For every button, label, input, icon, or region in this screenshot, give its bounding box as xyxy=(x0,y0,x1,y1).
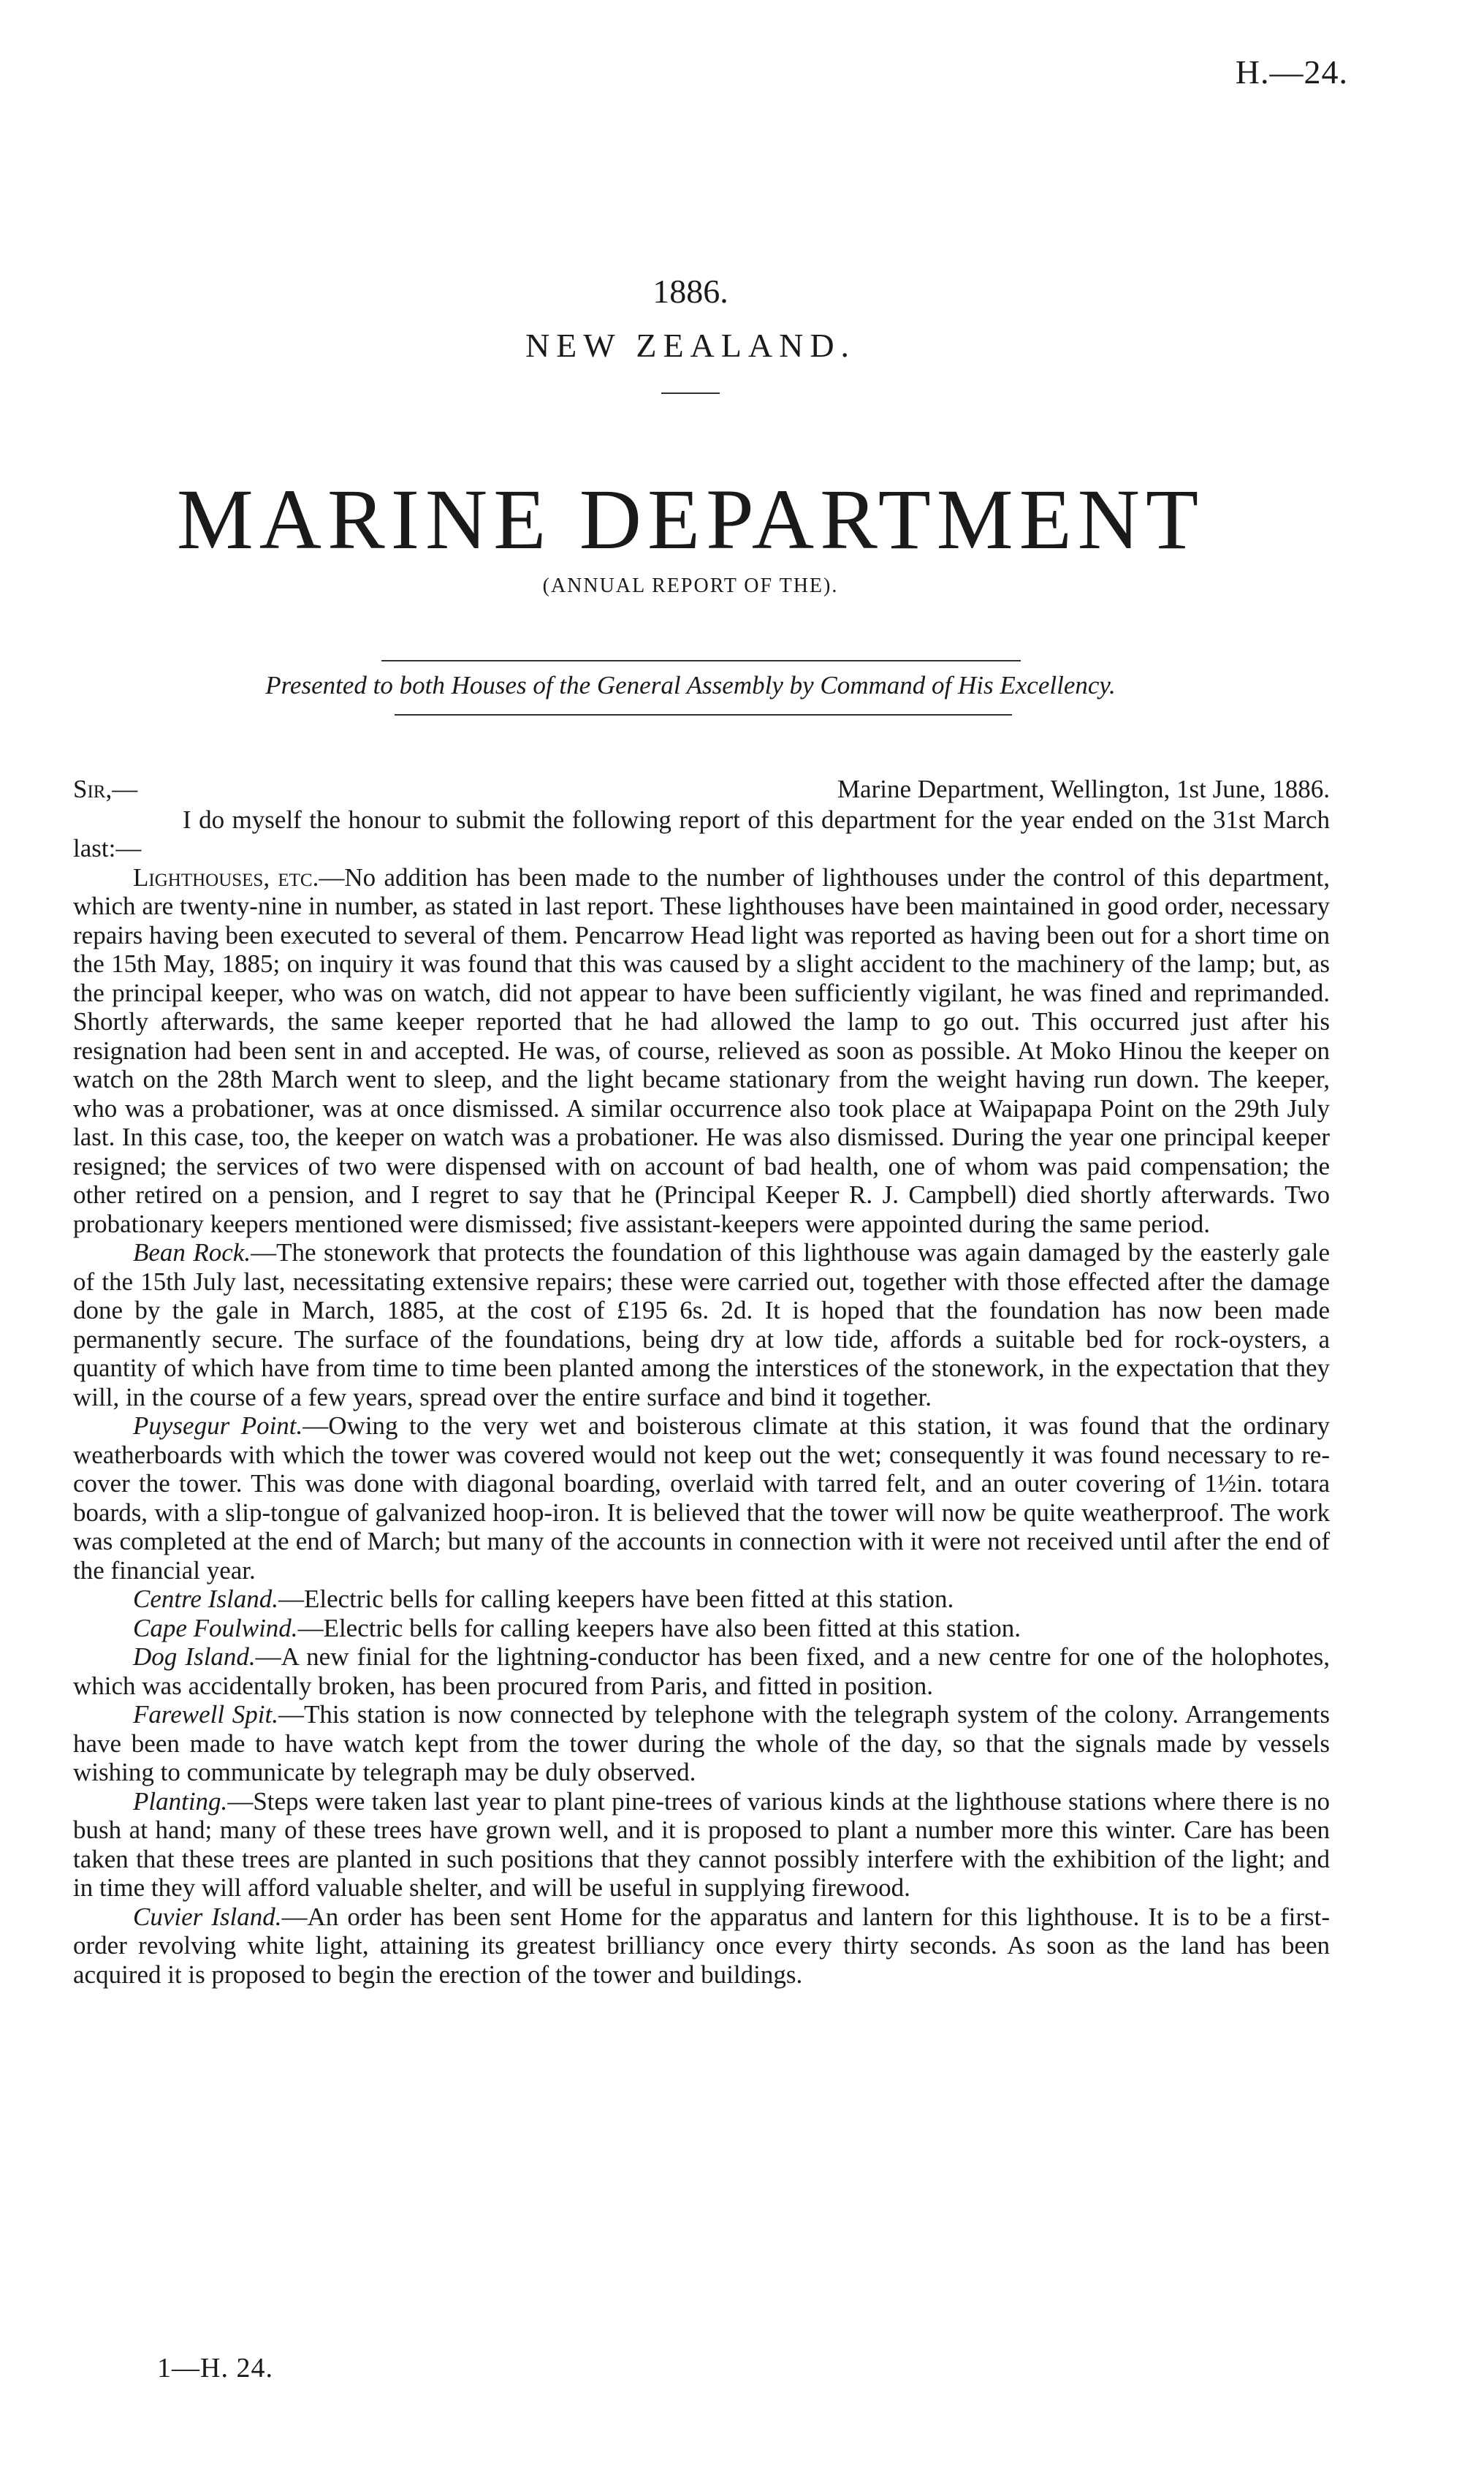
section-text: —Steps were taken last year to plant pine-trees of various kinds at the lighthouse stations where there is no bush at hand; many of these trees have grown well, and it is proposed to plant a number more this winter. Care has been taken that these trees are planted in such positions that they cannot possibly interfere with the exhibition of the light; and in time they will afford valuable shelter, and will be useful in supplying firewood. xyxy=(73,1786,1330,1902)
report-subtitle: (ANNUAL REPORT OF THE). xyxy=(542,574,839,597)
section-heading: Bean Rock. xyxy=(133,1238,251,1267)
salutation-line xyxy=(73,775,1330,804)
divider-top xyxy=(381,660,1021,661)
section-heading: Planting. xyxy=(133,1786,228,1816)
section-heading: Centre Island. xyxy=(133,1585,278,1613)
section-cape-foulwind xyxy=(73,1614,1330,1643)
divider-bottom xyxy=(395,714,1012,716)
section-heading: Farewell Spit. xyxy=(133,1700,278,1729)
document-reference: H.—24. xyxy=(1235,53,1348,91)
report-title: MARINE DEPARTMENT xyxy=(176,471,1205,567)
section-text: —Electric bells for calling keepers have been fitted at this station. xyxy=(278,1585,954,1613)
divider-short xyxy=(661,392,720,394)
country-heading: NEW ZEALAND. xyxy=(525,327,856,364)
report-body xyxy=(73,775,1330,1989)
section-text: —An order has been sent Home for the apparatus and lantern for this lighthouse. It is to be a first-order revolving white light, attaining its greatest brilliancy once every thirty seconds. As soon as the land has been acquired it is proposed to begin the erection of the tower and buildings. xyxy=(73,1902,1330,1989)
section-text: —The stonework that protects the foundation of this lighthouse was again damaged by the easterly gale of the 15th July last, necessitating extensive repairs; these were carried out, together with those effected after the damage done by the gale in March, 1885, at the cost of £195 6s. 2d. It is hoped that the foundation has now been made permanently secure. The surface of the foundations, being dry at low tide, affords a suitable bed for rock-oysters, a quantity of which have from time to time been planted among the interstices of the stonework, in the expectation that they will, in the course of a few years, spread over the entire surface and bind it together. xyxy=(73,1238,1330,1411)
section-heading: Dog Island. xyxy=(133,1642,256,1671)
section-puysegur-point xyxy=(73,1411,1330,1585)
section-text: —No addition has been made to the number of lighthouses under the control of this department, which are twenty-nine in number, as stated in last report. These lighthouses have been maintained in good order, necessary repairs having been executed to several of them. Pencarrow Head light was reported as having been out for a short time on the 15th May, 1885; on inquiry it was found that this was caused by a slight accident to the machinery of the lamp; but, as the principal keeper, who was on watch, did not appear to have been sufficiently vigilant, he was fined and reprimanded. Shortly afterwards, the same keeper reported that he had allowed the lamp to go out. This occurred just after his resignation had been sent in and accepted. He was, of course, relieved as soon as possible. At Moko Hinou the keeper on watch on the 28th March went to sleep, and the light became stationary from the weight having run down. The keeper, who was a probationer, was at once dismissed. A similar occurrence also took place at Waipapapa Point on the 29th July last. In this case, too, the keeper on watch was a probationer. He was also dismissed. During the year one principal keeper resigned; the services of two were dispensed with on account of bad health, one of whom was paid compensation; the other retired on a pension, and I regret to say that he (Principal Keeper R. J. Campbell) died shortly afterwards. Two probationary keepers mentioned were dismissed; five assistant-keepers were appointed during the same period. xyxy=(73,862,1330,1238)
section-heading: Cape Foulwind. xyxy=(133,1613,298,1642)
section-farewell-spit xyxy=(73,1700,1330,1787)
section-dog-island xyxy=(73,1642,1330,1700)
presentation-note: Presented to both Houses of the General Assembly by Command of His Excellency. xyxy=(265,671,1116,699)
section-text: —Owing to the very wet and boisterous climate at this station, it was found that the ordinary weatherboards with which the tower was covered would not keep out the wet; consequently it was found necessary to re-cover the tower. This was done with diagonal boarding, overlaid with tarred felt, and an outer covering of 1½in. totara boards, with a slip-tongue of galvanized hoop-iron. It is believed that the tower will now be quite weatherproof. The work was completed at the end of March; but many of the accounts in connection with it were not received until after the end of the financial year. xyxy=(73,1411,1330,1585)
section-bean-rock xyxy=(73,1238,1330,1411)
dateline: Marine Department, Wellington, 1st June, 1886. xyxy=(837,775,1330,803)
page-signature: 1—H. 24. xyxy=(157,2353,273,2383)
section-cuvier-island xyxy=(73,1903,1330,1990)
section-text: —This station is now connected by telephone with the telegraph system of the colony. Arrangements have been made to have watch kept from the tower during the whole of the day, so that the signals made by vessels wishing to communicate by telegraph may be duly observed. xyxy=(73,1700,1330,1786)
section-planting xyxy=(73,1787,1330,1903)
section-text: —A new finial for the lightning-conductor has been fixed, and a new centre for one of the holophotes, which was accidentally broken, has been procured from Paris, and fitted in position. xyxy=(73,1642,1330,1700)
section-heading: Cuvier Island. xyxy=(133,1902,282,1931)
section-centre-island xyxy=(73,1585,1330,1614)
section-lighthouses xyxy=(73,863,1330,1239)
section-text: —Electric bells for calling keepers have also been fitted at this station. xyxy=(297,1613,1021,1642)
salutation: Sir,— xyxy=(73,775,138,803)
publication-year: 1886. xyxy=(652,273,728,310)
section-heading: Lighthouses, etc. xyxy=(133,862,319,892)
intro-paragraph: I do myself the honour to submit the following report of this department for the year ended on the 31st March last:— xyxy=(73,805,1330,862)
section-heading: Puysegur Point. xyxy=(133,1411,303,1440)
